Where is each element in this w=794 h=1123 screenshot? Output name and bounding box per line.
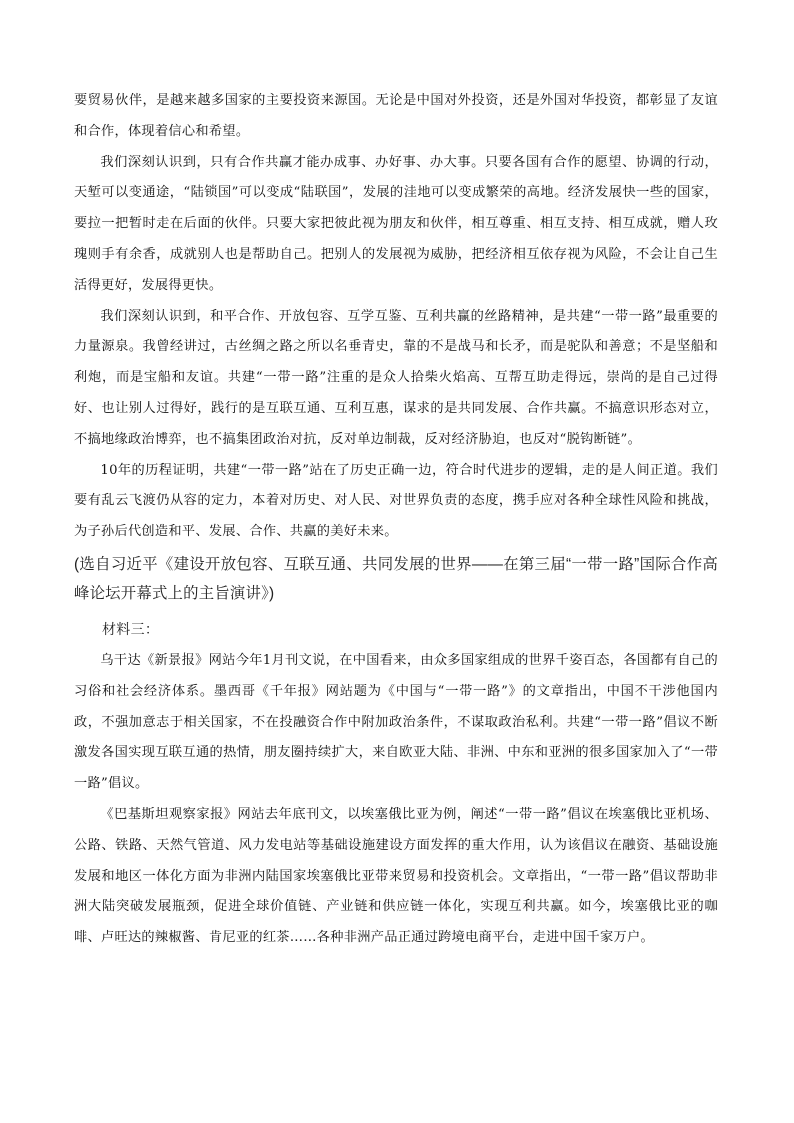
source-citation: (选自习近平《建设开放包容、互联互通、共同发展的世界——在第三届“一带一路”国际合作高峰论坛开幕式上的主旨演讲》)	[74, 555, 718, 602]
paragraph-win-win: 我们深刻认识到，只有合作共赢才能办成事、办好事、办大事。只要各国有合作的愿望、协调的行动，天堑可以变通途，“陆锁国”可以变成“陆联国”，发展的洼地可以变成繁荣的高地。经济发展快一些的国家，要拉一把暂时走在后面的伙伴。只要大家把彼此视为朋友和伙伴，相互尊重、相互支持、相互成就，赠人玫瑰则手有余香，成就别人也是帮助自己。把别人的发展视为威胁，把经济相互依存视为风险，不会让自己生活得更好，发展得更快。	[74, 154, 718, 293]
paragraph-material3-pakistan: 《巴基斯坦观察家报》网站去年底刊文，以埃塞俄比亚为例，阐述“一带一路”倡议在埃塞俄比亚机场、公路、铁路、天然气管道、风力发电站等基础设施建设方面发挥的重大作用，认为该倡议在融资、基础设施发展和地区一体化方面为非洲内陆国家埃塞俄比亚带来贸易和投资机会。文章指出，“一带一路”倡议帮助非洲大陆突破发展瓶颈，促进全球价值链、产业链和供应链一体化，实现互利共赢。如今，埃塞俄比亚的咖啡、卢旺达的辣椒酱、肯尼亚的红茶……各种非洲产品正通过跨境电商平台，走进中国千家万户。	[74, 806, 718, 946]
paragraph-ten-years: 10年的历程证明，共建“一带一路”站在了历史正确一边，符合时代进步的逻辑，走的是人间正道。我们要有乱云飞渡仍从容的定力，本着对历史、对人民、对世界负责的态度，携手应对各种全球性风险和挑战，为子孙后代创造和平、发展、合作、共赢的美好未来。	[74, 462, 718, 540]
paragraph-continuation: 要贸易伙伴，是越来越多国家的主要投资来源国。无论是中国对外投资，还是外国对华投资，都彰显了友谊和合作，体现着信心和希望。	[74, 93, 718, 139]
paragraph-material3-uganda: 乌干达《新景报》网站今年1月刊文说，在中国看来，由众多国家组成的世界千姿百态，各国都有自己的习俗和社会经济体系。墨西哥《千年报》网站题为《中国与“一带一路”》的文章指出，中国不干涉他国内政，不强加意志于相关国家，不在投融资合作中附加政治条件，不谋取政治私利。共建“一带一路”倡议不断激发各国实现互联互通的热情，朋友圈持续扩大，来自欧亚大陆、非洲、中东和亚洲的很多国家加入了“一带一路”倡议。	[74, 652, 718, 792]
material-three-heading: 材料三：	[102, 620, 160, 637]
paragraph-silk-road-spirit: 我们深刻认识到，和平合作、开放包容、互学互鉴、互利共赢的丝路精神，是共建“一带一路”最重要的力量源泉。我曾经讲过，古丝绸之路之所以名垂青史，靠的不是战马和长矛，而是驼队和善意；不是坚船和利炮，而是宝船和友谊。共建“一带一路”注重的是众人拾柴火焰高、互帮互助走得远，崇尚的是自己过得好、也让别人过得好，践行的是互联互通、互利互惠，谋求的是共同发展、合作共赢。不搞意识形态对立，不搞地缘政治博弈，也不搞集团政治对抗，反对单边制裁，反对经济胁迫，也反对“脱钩断链”。	[74, 308, 718, 447]
